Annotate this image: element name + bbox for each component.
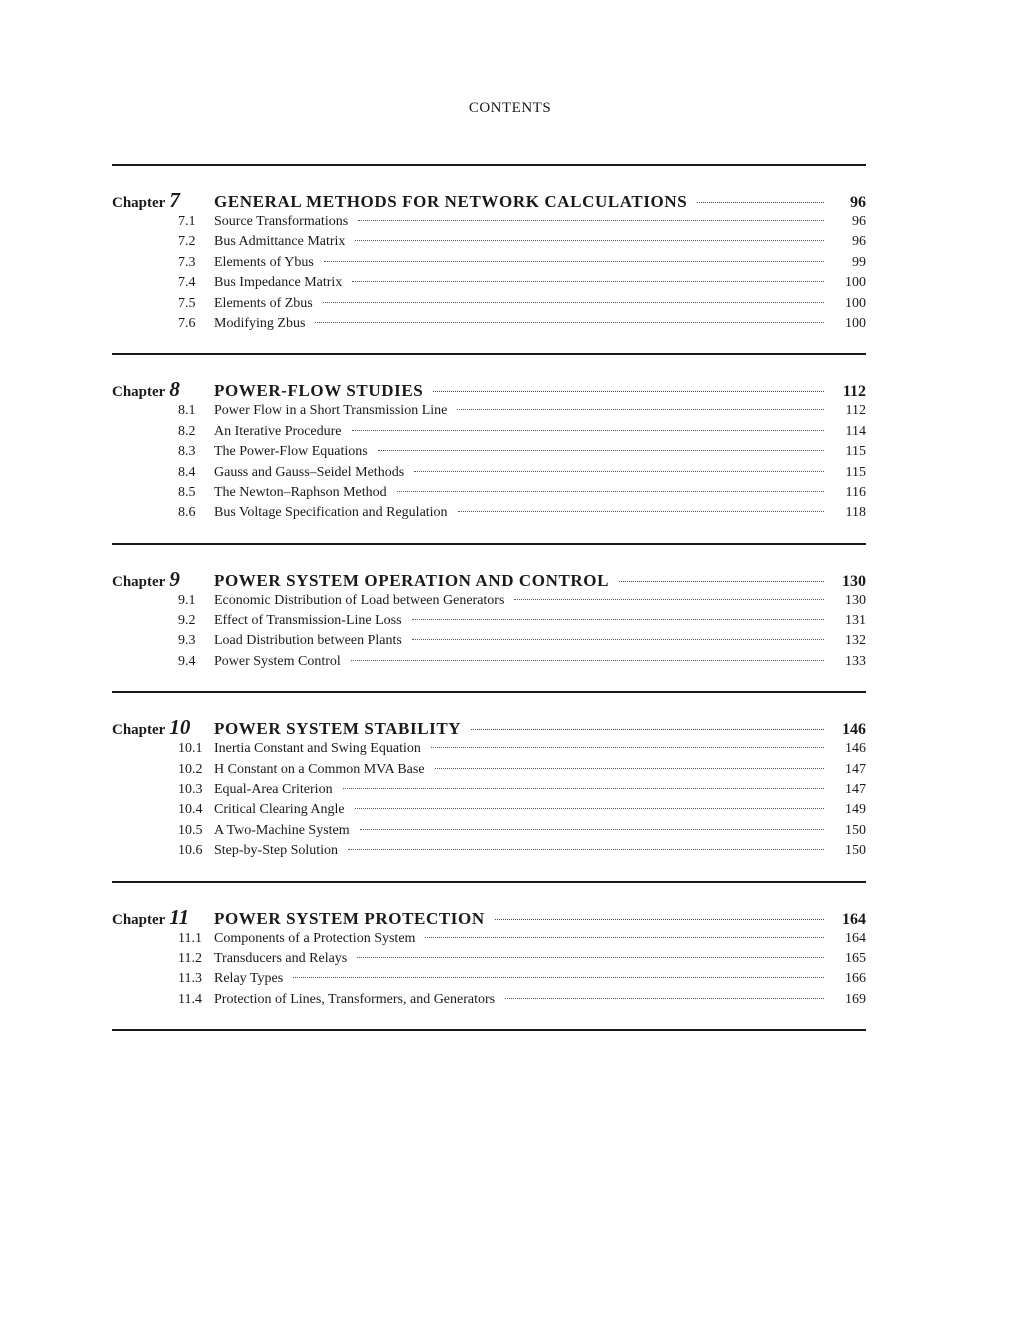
section-title: Load Distribution between Plants: [214, 633, 402, 649]
dot-leader: [357, 957, 824, 958]
dot-leader: [619, 581, 824, 582]
chapter-heading[interactable]: [112, 188, 866, 214]
section-entry[interactable]: [112, 951, 866, 971]
section-number: 9.4: [178, 653, 196, 669]
chapter-number: 10: [169, 715, 191, 740]
section-entry[interactable]: [112, 403, 866, 423]
section-page: 150: [845, 843, 866, 859]
chapter-page: 96: [850, 194, 866, 211]
section-number: 8.6: [178, 505, 196, 521]
section-entry[interactable]: [112, 505, 866, 525]
section-title: Equal-Area Criterion: [214, 782, 333, 798]
section-number: 10.2: [178, 761, 203, 777]
section-entry[interactable]: [112, 741, 866, 761]
dot-leader: [431, 747, 824, 748]
section-page: 96: [852, 214, 866, 229]
section-entry[interactable]: [112, 593, 866, 613]
section-number: 7.3: [178, 254, 196, 270]
dot-leader: [323, 302, 824, 303]
section-number: 8.2: [178, 423, 196, 439]
dot-leader: [435, 768, 824, 769]
section-entry[interactable]: [112, 444, 866, 464]
dot-leader: [425, 937, 824, 938]
section-page: 165: [845, 950, 866, 966]
section-number: 10.5: [178, 822, 203, 838]
section-entry[interactable]: [112, 762, 866, 782]
section-page: 147: [845, 782, 866, 798]
section-page: 169: [845, 991, 866, 1007]
section-entry[interactable]: [112, 316, 866, 336]
dot-leader: [471, 729, 824, 730]
section-number: 7.4: [178, 275, 196, 291]
section-number: 8.3: [178, 444, 196, 460]
chapter-label: Chapter: [112, 722, 166, 739]
section-entry[interactable]: [112, 633, 866, 653]
section-page: 147: [845, 761, 866, 777]
section-number: 8.5: [178, 484, 196, 500]
section-title: The Power-Flow Equations: [214, 444, 368, 460]
section-page: 166: [845, 971, 866, 987]
chapter-heading[interactable]: [112, 377, 866, 403]
section-title: Power System Control: [214, 653, 341, 669]
section-number: 11.4: [178, 991, 202, 1007]
chapter-title: POWER SYSTEM OPERATION AND CONTROL: [214, 570, 610, 590]
section-number: 10.3: [178, 782, 203, 798]
chapter-label: Chapter: [112, 911, 166, 928]
dot-leader: [514, 599, 824, 600]
section-number: 11.1: [178, 930, 202, 946]
section-title: Transducers and Relays: [214, 950, 348, 966]
section-page: 112: [845, 403, 866, 419]
chapter-number: 7: [169, 188, 180, 212]
dot-leader: [697, 202, 824, 203]
section-number: 8.4: [178, 464, 196, 480]
section-page: 100: [845, 275, 866, 291]
section-title: The Newton–Raphson Method: [214, 484, 387, 500]
section-number: 7.5: [178, 295, 196, 311]
section-number: 9.1: [178, 592, 196, 608]
section-page: 96: [852, 234, 866, 250]
section-number: 7.1: [178, 214, 196, 229]
section-entry[interactable]: [112, 234, 866, 254]
section-page: 115: [845, 464, 866, 480]
chapter-page: 112: [842, 383, 866, 401]
dot-leader: [358, 220, 824, 221]
dot-leader: [355, 240, 824, 241]
chapter-heading[interactable]: [112, 905, 866, 931]
section-entry[interactable]: [112, 782, 866, 802]
section-title: H Constant on a Common MVA Base: [214, 761, 425, 777]
section-number: 11.3: [178, 971, 202, 987]
chapter-heading[interactable]: [112, 715, 866, 741]
section-title: Protection of Lines, Transformers, and Generators: [214, 991, 496, 1007]
section-number: 10.6: [178, 843, 203, 859]
section-title: Effect of Transmission-Line Loss: [214, 613, 402, 629]
chapter-page: 164: [842, 910, 866, 928]
section-title: Modifying Zbus: [214, 315, 306, 331]
section-page: 130: [845, 592, 866, 608]
dot-leader: [293, 977, 824, 978]
chapter-number: 11: [169, 904, 190, 929]
chapter-7: [112, 164, 866, 353]
section-entry[interactable]: [112, 971, 866, 991]
section-entry[interactable]: [112, 654, 866, 674]
section-title: Bus Voltage Specification and Regulation: [214, 505, 448, 521]
section-entry[interactable]: [112, 843, 866, 863]
chapter-10: [112, 691, 866, 880]
chapter-label: Chapter: [112, 195, 166, 211]
section-title: Critical Clearing Angle: [214, 802, 345, 818]
section-page: 132: [845, 633, 866, 649]
section-entry[interactable]: [112, 802, 866, 822]
dot-leader: [315, 322, 824, 323]
table-of-contents: [112, 164, 866, 1031]
section-number: 8.1: [178, 403, 196, 419]
dot-leader: [348, 849, 824, 850]
chapter-number: 8: [169, 377, 180, 402]
section-title: Inertia Constant and Swing Equation: [214, 741, 421, 757]
section-title: An Iterative Procedure: [214, 423, 342, 439]
section-title: Step-by-Step Solution: [214, 843, 339, 859]
section-page: 131: [845, 613, 866, 629]
chapter-title: POWER-FLOW STUDIES: [214, 381, 424, 401]
section-number: 10.1: [178, 741, 203, 757]
dot-leader: [433, 391, 824, 392]
section-title: Gauss and Gauss–Seidel Methods: [214, 464, 405, 480]
chapter-label: Chapter: [112, 573, 166, 590]
section-title: Bus Impedance Matrix: [214, 275, 343, 291]
section-page: 100: [845, 295, 866, 311]
section-title: Economic Distribution of Load between Generators: [214, 592, 505, 608]
dot-leader: [343, 788, 824, 789]
dot-leader: [360, 829, 824, 830]
dot-leader: [505, 998, 824, 999]
section-entry[interactable]: [112, 255, 866, 275]
section-entry[interactable]: [112, 931, 866, 951]
chapter-label: Chapter: [112, 384, 166, 401]
section-entry[interactable]: [112, 424, 866, 444]
chapter-page: 130: [842, 572, 866, 590]
section-entry[interactable]: [112, 214, 866, 234]
section-title: Relay Types: [214, 971, 284, 987]
section-page: 118: [845, 505, 866, 521]
section-page: 150: [845, 822, 866, 838]
section-title: A Two-Machine System: [214, 822, 350, 838]
section-page: 133: [845, 653, 866, 669]
chapter-11: [112, 881, 866, 1032]
dot-leader: [355, 808, 824, 809]
section-entry[interactable]: [112, 296, 866, 316]
section-entry[interactable]: [112, 275, 866, 295]
chapter-title: POWER SYSTEM STABILITY: [214, 719, 462, 739]
section-entry[interactable]: [112, 823, 866, 843]
page-title: CONTENTS: [468, 100, 552, 116]
section-title: Elements of Ybus: [214, 254, 314, 270]
chapter-title: GENERAL METHODS FOR NETWORK CALCULATIONS: [214, 192, 688, 211]
dot-leader: [352, 281, 824, 282]
section-page: 114: [845, 423, 866, 439]
section-title: Bus Admittance Matrix: [214, 234, 346, 250]
dot-leader: [324, 261, 824, 262]
dot-leader: [378, 450, 824, 451]
dot-leader: [352, 430, 825, 431]
chapter-heading[interactable]: [112, 567, 866, 593]
section-entry[interactable]: [112, 613, 866, 633]
section-number: 7.2: [178, 234, 196, 250]
section-title: Elements of Zbus: [214, 295, 313, 311]
section-number: 9.2: [178, 613, 196, 629]
section-page: 149: [845, 802, 866, 818]
chapter-8: [112, 353, 866, 542]
dot-leader: [495, 919, 824, 920]
section-number: 7.6: [178, 315, 196, 331]
section-page: 116: [845, 484, 866, 500]
section-number: 11.2: [178, 950, 202, 966]
section-entry[interactable]: [112, 485, 866, 505]
dot-leader: [351, 660, 824, 661]
section-page: 99: [852, 254, 866, 270]
section-page: 164: [845, 930, 866, 946]
chapter-9: [112, 543, 866, 692]
dot-leader: [397, 491, 824, 492]
dot-leader: [412, 639, 824, 640]
chapter-page: 146: [842, 721, 866, 739]
section-title: Components of a Protection System: [214, 930, 416, 946]
chapter-number: 9: [169, 566, 180, 591]
dot-leader: [412, 619, 824, 620]
dot-leader: [457, 409, 824, 410]
chapter-title: POWER SYSTEM PROTECTION: [214, 908, 485, 928]
section-number: 9.3: [178, 633, 196, 649]
dot-leader: [458, 511, 824, 512]
section-page: 146: [845, 741, 866, 757]
section-title: Source Transformations: [214, 214, 349, 229]
section-number: 10.4: [178, 802, 203, 818]
section-entry[interactable]: [112, 992, 866, 1012]
dot-leader: [414, 471, 824, 472]
section-entry[interactable]: [112, 465, 866, 485]
section-page: 100: [845, 315, 866, 331]
section-title: Power Flow in a Short Transmission Line: [214, 403, 448, 419]
section-page: 115: [845, 444, 866, 460]
